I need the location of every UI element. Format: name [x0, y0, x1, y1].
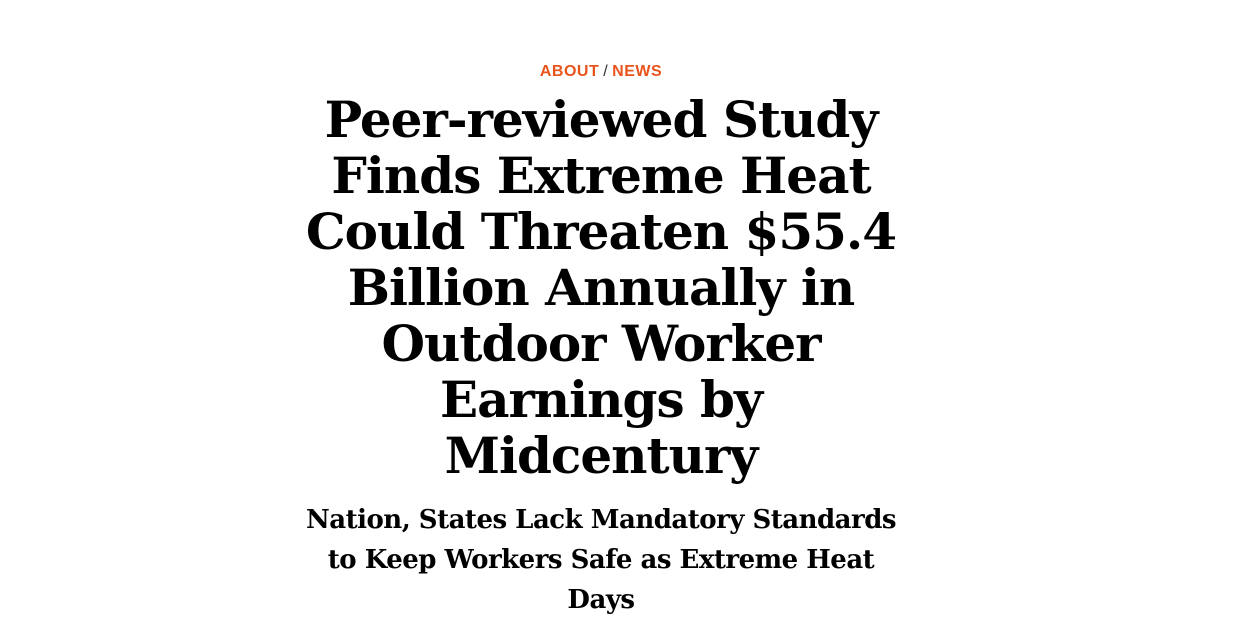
- breadcrumb: [0, 62, 1202, 82]
- breadcrumb-link-about[interactable]: ABOUT: [539, 63, 600, 80]
- article-subheadline: Nation, States Lack Mandatory Standards to Keep Workers Safe as Extreme Heat Days: [305, 505, 897, 615]
- article-headline: Peer-reviewed Study Finds Extreme Heat Could Threaten $55.4 Billion Annually in Outdoor Worker Earnings by Midcentury: [305, 90, 897, 485]
- breadcrumb-separator: /: [603, 63, 609, 80]
- breadcrumb-link-news[interactable]: NEWS: [612, 63, 663, 80]
